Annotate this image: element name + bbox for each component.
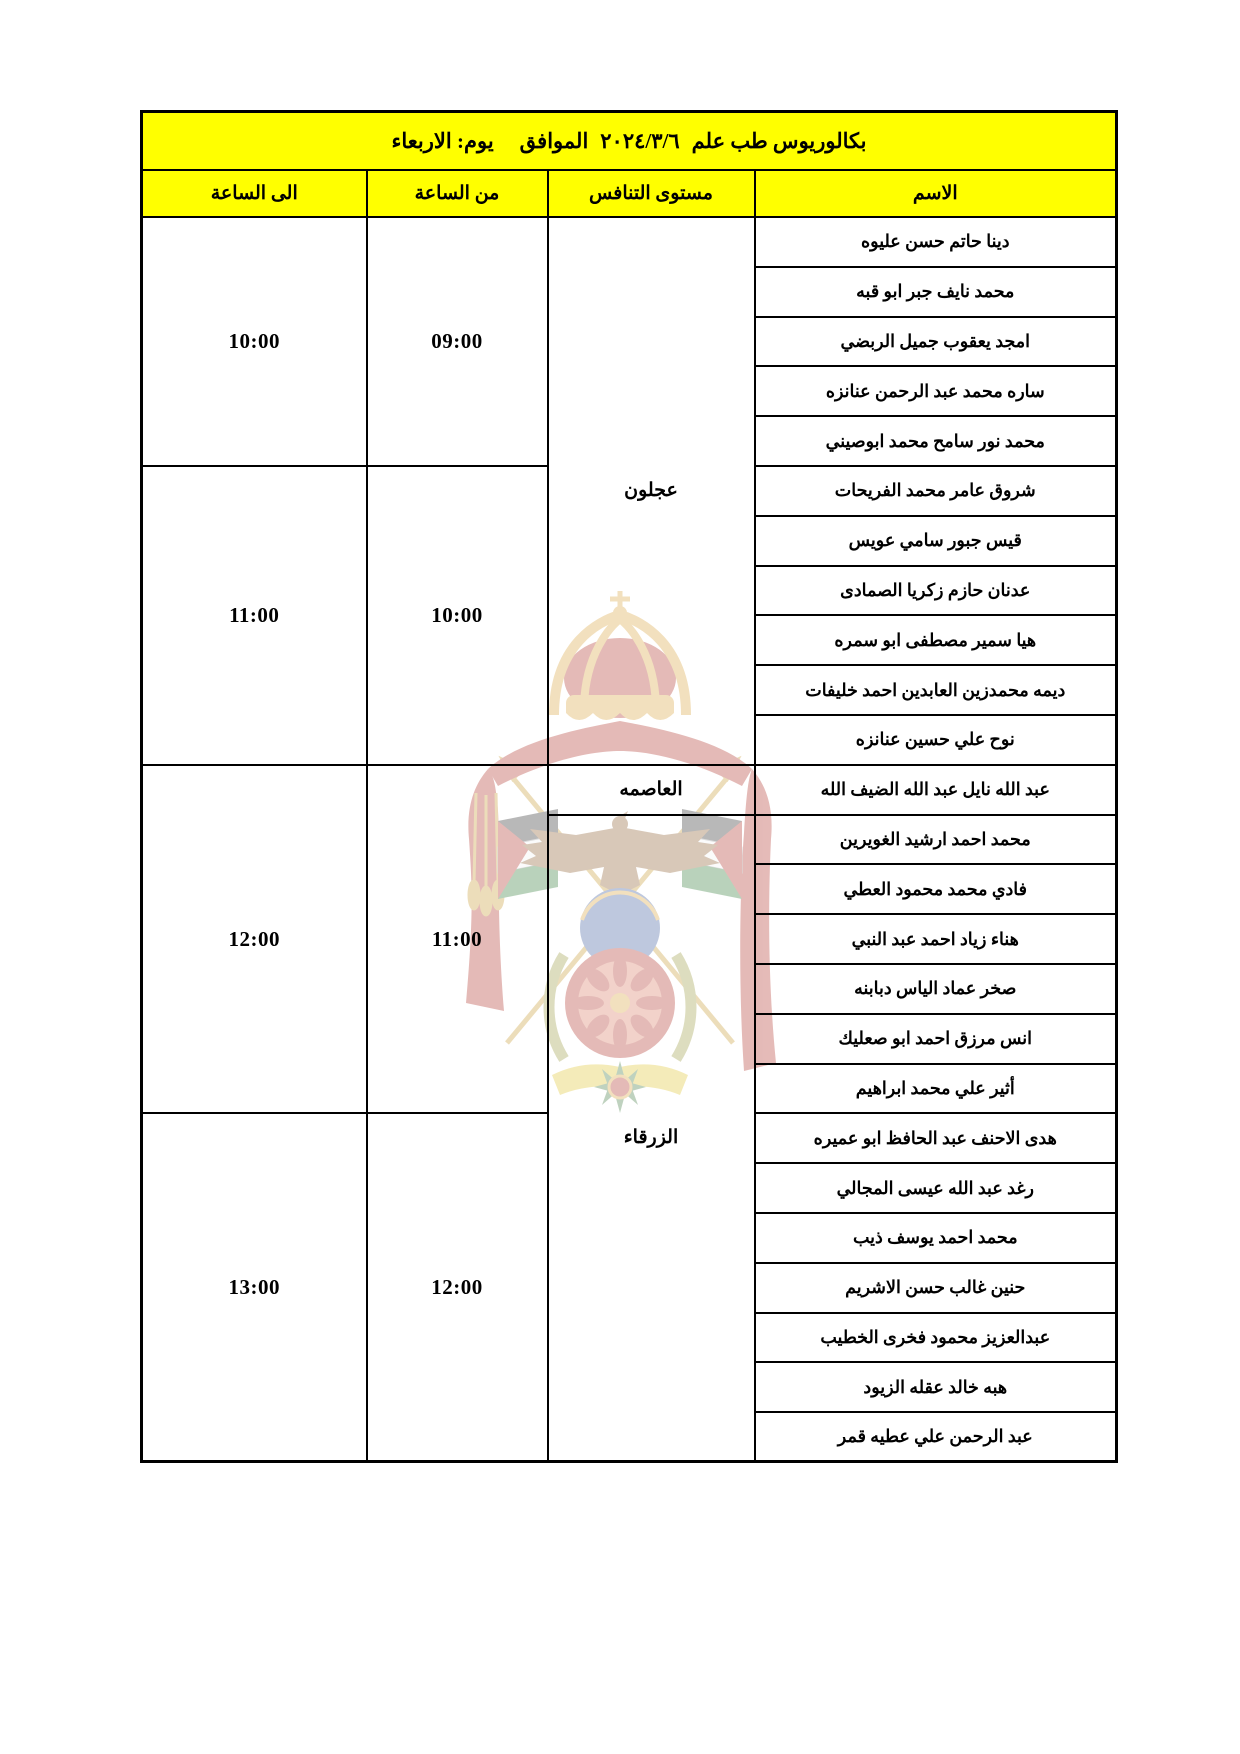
student-name-cell: عبدالعزيز محمود فخرى الخطيب — [755, 1313, 1117, 1363]
time-from-cell: 12:00 — [367, 1113, 548, 1462]
title-day: يوم: الاربعاء — [391, 128, 494, 153]
student-name-cell: صخر عماد الياس دبابنه — [755, 964, 1117, 1014]
student-name-cell: عبد الرحمن علي عطيه قمر — [755, 1412, 1117, 1462]
student-name-cell: محمد احمد ارشيد الغويرين — [755, 815, 1117, 865]
time-from-cell: 09:00 — [367, 217, 548, 466]
student-name-cell: عبد الله نايل عبد الله الضيف الله — [755, 765, 1117, 815]
student-name-cell: امجد يعقوب جميل الربضي — [755, 317, 1117, 367]
schedule-row — [142, 765, 1117, 815]
student-name-cell: عدنان حازم زكريا الصمادى — [755, 566, 1117, 616]
student-name-cell: دينا حاتم حسن عليوه — [755, 217, 1117, 267]
student-name-cell: محمد احمد يوسف ذيب — [755, 1213, 1117, 1263]
time-to-cell: 10:00 — [142, 217, 367, 466]
column-header-competition-level: مستوى التنافس — [548, 170, 755, 217]
student-name-cell: انس مرزق احمد ابو صعليك — [755, 1014, 1117, 1064]
student-name-cell: ديمه محمدزين العابدين احمد خليفات — [755, 665, 1117, 715]
schedule-body — [142, 217, 1117, 1462]
competition-level-cell: الزرقاء — [548, 815, 755, 1462]
schedule-table — [140, 110, 1118, 1463]
student-name-cell: أثير علي محمد ابراهيم — [755, 1064, 1117, 1114]
student-name-cell: نوح علي حسين عنانزه — [755, 715, 1117, 765]
column-header-row — [142, 170, 1117, 217]
student-name-cell: هبه خالد عقله الزيود — [755, 1362, 1117, 1412]
column-header-to-hour: الى الساعة — [142, 170, 367, 217]
time-to-cell: 11:00 — [142, 466, 367, 765]
student-name-cell: شروق عامر محمد الفريحات — [755, 466, 1117, 516]
student-name-cell: هناء زياد احمد عبد النبي — [755, 914, 1117, 964]
student-name-cell: هدى الاحنف عبد الحافظ ابو عميره — [755, 1113, 1117, 1163]
student-name-cell: فادي محمد محمود العطي — [755, 864, 1117, 914]
student-name-cell: حنين غالب حسن الاشريم — [755, 1263, 1117, 1313]
student-name-cell: محمد نور سامح محمد ابوصيني — [755, 416, 1117, 466]
schedule-row — [142, 217, 1117, 267]
schedule-title — [142, 112, 1117, 171]
time-to-cell: 12:00 — [142, 765, 367, 1114]
student-name-cell: قيس جبور سامي عويس — [755, 516, 1117, 566]
column-header-name: الاسم — [755, 170, 1117, 217]
student-name-cell: محمد نايف جبر ابو قبه — [755, 267, 1117, 317]
student-name-cell: هيا سمير مصطفى ابو سمره — [755, 615, 1117, 665]
time-from-cell: 10:00 — [367, 466, 548, 765]
column-header-from-hour: من الساعة — [367, 170, 548, 217]
title-program: بكالوريوس طب علم — [691, 128, 867, 153]
title-date: ٢٠٢٤/٣/٦ — [600, 128, 680, 153]
competition-level-cell: عجلون — [548, 217, 755, 765]
time-to-cell: 13:00 — [142, 1113, 367, 1462]
title-corresponding-word: الموافق — [519, 128, 589, 153]
competition-level-cell: العاصمه — [548, 765, 755, 815]
student-name-cell: ساره محمد عبد الرحمن عنانزه — [755, 366, 1117, 416]
student-name-cell: رغد عبد الله عيسى المجالي — [755, 1163, 1117, 1213]
time-from-cell: 11:00 — [367, 765, 548, 1114]
title-row — [142, 112, 1117, 171]
